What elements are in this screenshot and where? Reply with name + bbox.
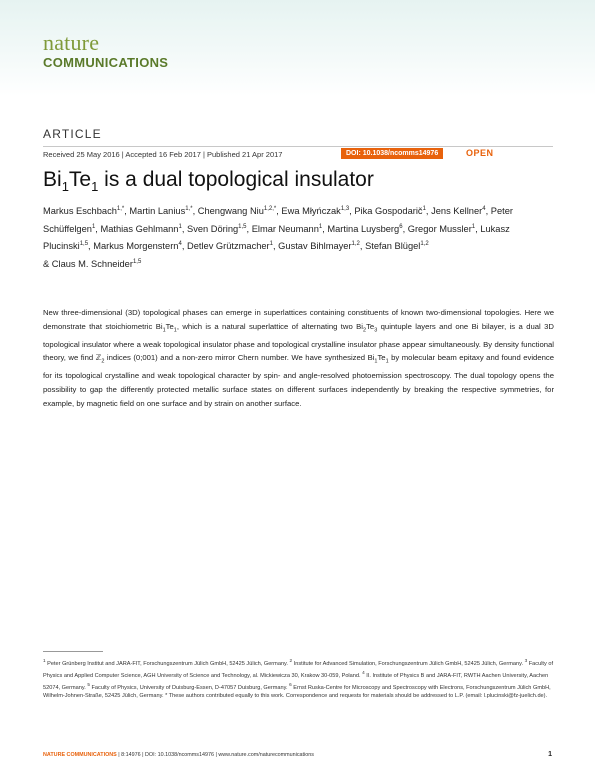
abstract: New three-dimensional (3D) topological phases can emerge in superlattices containing constituents of known two-dimensional topologies. Here we demonstrate that stoichiometric $Bi_1Te_1$, which is a natural superlattice of alternating two $Bi_2Te_3$ quintuple layers and one Bi bilayer, is a dual 3D topological insulator where a weak topological insulator phase and topological crystalline insulator phase appear simultaneously. By density functional theory, we find ℤ$_2$ indices (0;001) and a non-zero mirror Chern number. We have synthesized $Bi_1Te_1$ by molecular beam epitaxy and found evidence for its topological crystalline and weak topological character by spin- and angle-resolved photoemission spectroscopy. The dual topology opens the possibility to gap the differently protected metallic surface states on different surfaces independently by breaking the respective symmetries, for example, by magnetic field on one surface and by strain on another surface.: [43, 308, 554, 408]
author-name[interactable]: Chengwang Niu: [197, 206, 264, 216]
author-name[interactable]: Pika Gospodarič: [354, 206, 423, 216]
author-affiliation: 1,2,*: [263, 206, 277, 212]
author-affiliation: 1: [318, 223, 323, 230]
author-name[interactable]: Elmar Neumann: [251, 223, 319, 234]
author-affiliation: 1: [178, 223, 182, 230]
author-affiliation: 1: [422, 206, 426, 212]
author-name[interactable]: Mathias Gehlmann: [100, 223, 179, 234]
author-name[interactable]: Lukasz Plucinski: [43, 223, 510, 252]
author-affiliation: 1: [269, 241, 273, 248]
author-affiliation: 4: [178, 241, 182, 248]
author-affiliation: 4: [482, 206, 486, 212]
author-affiliation: 1,5: [238, 223, 247, 230]
author-affiliation: 1,2: [420, 241, 429, 248]
footer-citation: | 8:14976 | DOI: 10.1038/ncomms14976 | www.nature.com/naturecommunications: [116, 752, 314, 758]
publication-meta: [43, 147, 553, 161]
author-name[interactable]: Gregor Mussler: [407, 223, 472, 234]
author-affiliation: 1,5: [79, 241, 89, 248]
author-affiliation: 1,*: [185, 206, 193, 212]
footnote-divider: [43, 651, 103, 652]
author-name[interactable]: Sven Döring: [187, 223, 239, 234]
footer-journal-name: NATURE COMMUNICATIONS: [43, 752, 117, 758]
open-access-badge: OPEN: [466, 148, 494, 158]
author-name[interactable]: Peter Schüffelgen: [43, 206, 513, 234]
logo-communications-text: COMMUNICATIONS: [43, 55, 169, 70]
publication-dates: Received 25 May 2016 | Accepted 16 Feb 2017 | Published 21 Apr 2017: [43, 150, 283, 159]
logo-nature-text: nature: [43, 30, 100, 55]
author-affiliation: 1: [91, 223, 96, 230]
author-affiliation: 1,5: [132, 258, 142, 265]
author-affiliation: 1,2: [351, 241, 360, 248]
page-number: 1: [548, 751, 552, 758]
author-name[interactable]: Markus Eschbach: [43, 206, 117, 216]
author-name[interactable]: Ewa Młyńczak: [281, 206, 341, 216]
article-type-label: ARTICLE: [43, 127, 102, 141]
author-affiliation: 1: [471, 223, 476, 230]
author-name[interactable]: Markus Morgenstern: [93, 241, 179, 252]
author-name[interactable]: Martin Lanius: [129, 206, 186, 216]
author-name[interactable]: Martina Luysberg: [327, 223, 400, 234]
doi-link[interactable]: DOI: 10.1038/ncomms14976: [341, 148, 443, 159]
author-join: &: [43, 258, 52, 269]
author-name[interactable]: Detlev Grützmacher: [186, 241, 270, 252]
article-title: $Bi_1Te_1$ is a dual topological insulator: [43, 168, 374, 195]
author-affiliation: 6: [399, 223, 403, 230]
author-name[interactable]: Claus M. Schneider: [51, 258, 133, 269]
affiliations-footnote: $^1$ Peter Grünberg Institut and JARA-FIT, Forschungszentrum Jülich GmbH, 52425 Jülich, Germany. $^2$ Institute for Advanced Simulation, Forschungszentrum Jülich GmbH, 52425 Jülich, Germany. $^3$ Faculty of Physics and Applied Computer Science, AGH University of Science and Technology, al. Mickiewicza 30, Krakow 30-059, Poland. $^4$ II. Institute of Physics B and JARA-FIT, RWTH Aachen University, Aachen 52074, Germany. $^5$ Faculty of Physics, University of Duisburg-Essen, D-47057 Duisburg, Germany. $^6$ Ernst Ruska-Centre for Microscopy and Spectroscopy with Electrons, Forschungszentrum Jülich GmbH, Wilhelm-Johnen-Straße, 52425 Jülich, Germany. * These authors contributed equally to this work. Correspondence and requests for materials should be addressed to L.P. (email: l.plucinski@fz-juelich.de).: [43, 658, 554, 700]
author-list: Markus Eschbach$^{1,*}$, Martin Lanius$^{1,*}$, Chengwang Niu$^{1,2,*}$, Ewa Młyńczak$^{1,3}$, Pika Gospodarič$^1$, Jens Kellner$^4$, Peter Schüffelgen$^1$, Mathias Gehlmann$^1$, Sven Döring$^{1,5}$, Elmar Neumann$^1$, Martina Luysberg$^6$, Gregor Mussler$^1$, Lukasz Plucinski$^{1,5}$, Markus Morgenstern$^4$, Detlev Grützmacher$^1$, Gustav Bihlmayer$^{1,2}$, Stefan Blügel$^{1,2}$ & Claus M. Schneider$^{1,5}$: [43, 206, 513, 269]
author-name[interactable]: Stefan Blügel: [365, 241, 421, 252]
author-affiliation: 1,3: [340, 206, 350, 212]
page-footer: [43, 752, 553, 758]
journal-logo[interactable]: [43, 30, 169, 70]
author-affiliation: 1,*: [116, 206, 125, 212]
author-name[interactable]: Jens Kellner: [431, 206, 483, 216]
author-name[interactable]: Gustav Bihlmayer: [278, 241, 352, 252]
